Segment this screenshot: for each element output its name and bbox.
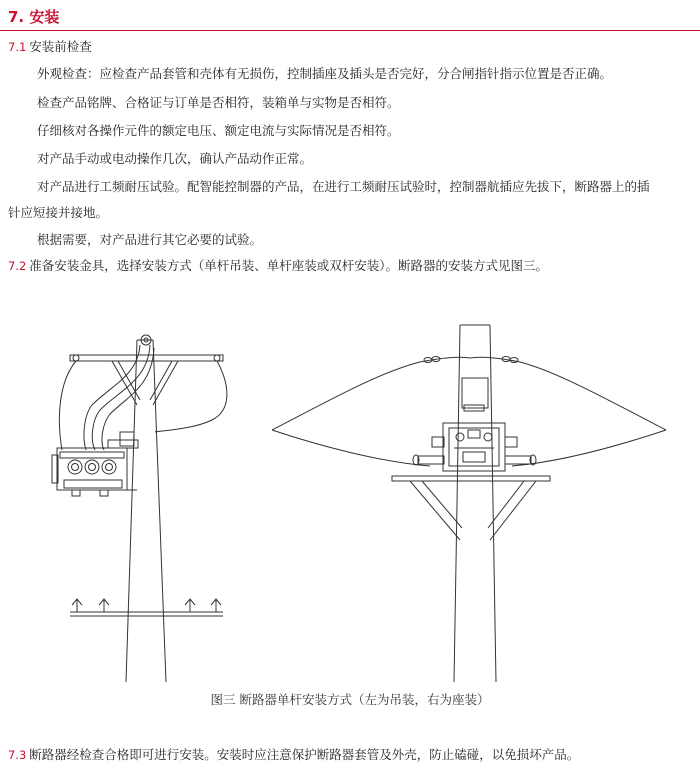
subsection-number: 7.1 (8, 40, 27, 54)
paragraph: 检查产品铭牌、合格证与订单是否相符，装箱单与实物是否相符。 (37, 95, 400, 110)
paragraph: 根据需要，对产品进行其它必要的试验。 (37, 232, 263, 247)
paragraph: 对产品手动或电动操作几次，确认产品动作正常。 (37, 151, 313, 166)
left-pole-suspended-drawing (52, 335, 227, 682)
arrester-icon (185, 599, 195, 612)
right-pole-seat-drawing (272, 325, 666, 682)
heading-rule (0, 30, 700, 31)
paragraph: 仔细核对各操作元件的额定电压、额定电流与实际情况是否相符。 (37, 123, 400, 138)
arrester-icon (72, 599, 82, 612)
section-heading (8, 6, 59, 27)
subsection-number: 7.3 (8, 748, 27, 762)
section-number: 7. (8, 8, 25, 26)
subsection-text: 准备安装金具，选择安装方式（单杆吊装、单杆座装或双杆安装）。断路器的安装方式见图三。 (29, 258, 549, 273)
subsection-7-2 (8, 257, 548, 275)
subsection-7-1-heading (8, 38, 92, 56)
arrester-icon (211, 599, 221, 612)
paragraph-continued: 针应短接并接地。 (8, 205, 109, 220)
subsection-text: 断路器经检查合格即可进行安装。安装时应注意保护断路器套管及外壳，防止磕碰，以免损坏产品。 (29, 747, 580, 762)
paragraph: 外观检查：应检查产品套管和壳体有无损伤，控制插座及插头是否完好，分合闸指针指示位置是否正确。 (37, 66, 613, 81)
arrester-icon (99, 599, 109, 612)
subsection-number: 7.2 (8, 259, 27, 273)
figure-caption: 图三 断路器单杆安装方式（左为吊装，右为座装） (210, 692, 490, 707)
installation-figure (0, 300, 700, 690)
subsection-title: 安装前检查 (29, 39, 92, 54)
section-title: 安装 (29, 8, 60, 26)
subsection-7-3 (8, 746, 579, 764)
paragraph: 对产品进行工频耐压试验。配智能控制器的产品，在进行工频耐压试验时，控制器航插应先拔下，断路器上的插 (37, 179, 650, 194)
